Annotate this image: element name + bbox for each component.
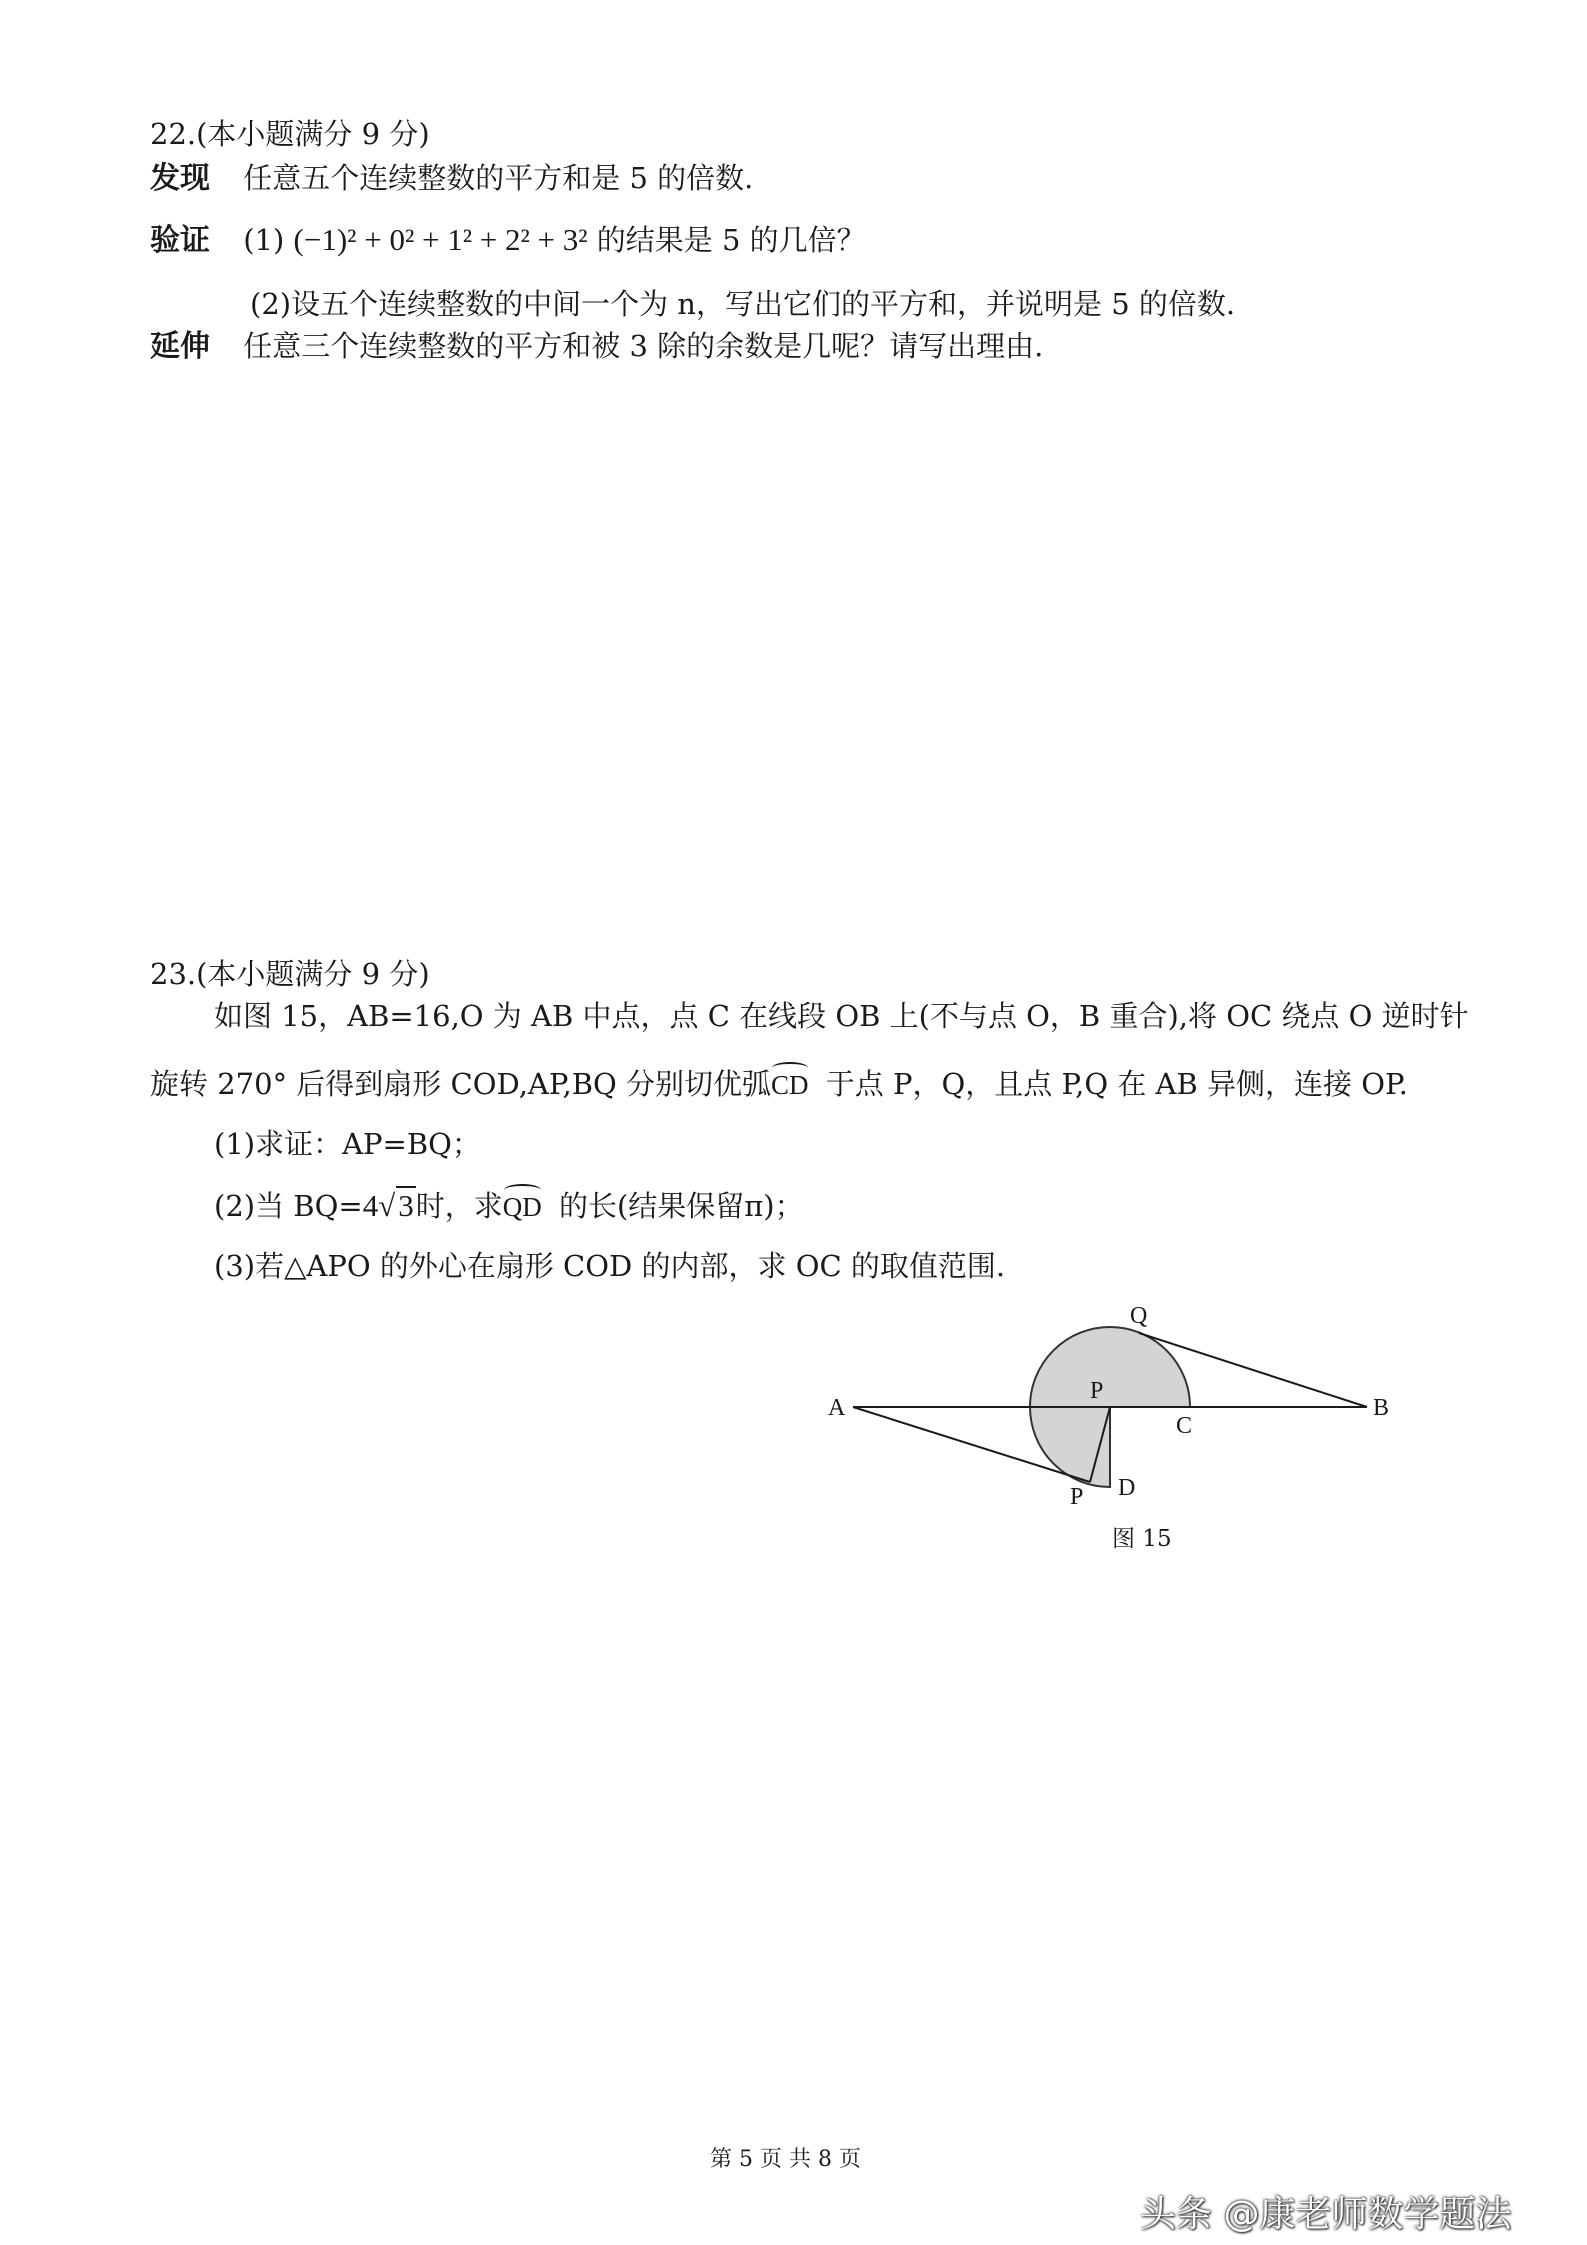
q22-verify-line — [150, 220, 866, 261]
discover-text: 任意五个连续整数的平方和是 5 的倍数. — [243, 161, 754, 195]
q23-part-2-a: (2)当 BQ= — [214, 1189, 363, 1223]
q23-para-2 — [150, 1064, 1408, 1105]
q22-extend-line — [150, 326, 1043, 367]
q23-part-3: (3)若△APO 的外心在扇形 COD 的内部，求 OC 的取值范围. — [214, 1249, 1006, 1283]
part-2-coef: 4 — [362, 1188, 379, 1223]
label-b: B — [1373, 1395, 1390, 1421]
page-info: 第 5 页 共 8 页 — [710, 2147, 861, 2172]
q22-header: 22.(本小题满分 9 分) — [150, 117, 430, 151]
watermark: 头条 @康老师数学题法 — [1140, 2194, 1512, 2235]
q23-part-2-b: 时，求 — [415, 1189, 503, 1223]
label-a: A — [828, 1395, 846, 1421]
figure-caption: 图 15 — [1112, 1526, 1172, 1552]
extend-tag: 延伸 — [150, 329, 210, 364]
label-p-bottom: P — [1070, 1484, 1084, 1510]
q23-para-1: 如图 15，AB=16,O 为 AB 中点，点 C 在线段 OB 上(不与点 O，B 重合),将 OC 绕点 O 逆时针 — [214, 999, 1469, 1033]
label-p-top: P — [1090, 1378, 1104, 1404]
verify-1-prefix: (1) — [243, 223, 285, 257]
discover-tag: 发现 — [150, 161, 210, 196]
part-2-radicand: 3 — [398, 1188, 414, 1223]
label-q: Q — [1130, 1303, 1148, 1329]
verify-tag: 验证 — [150, 223, 210, 258]
arc-qd: QD — [503, 1187, 542, 1227]
q23-header: 23.(本小题满分 9 分) — [150, 957, 430, 991]
q23-part-2: (2)当 BQ=4√3时，求QD 的长(结果保留π)； — [214, 1186, 804, 1227]
q23-part-2-c: 的长(结果保留π)； — [558, 1189, 804, 1223]
verify-1-expr: (−1)² + 0² + 1² + 2² + 3² — [293, 222, 588, 257]
q23-part-1: (1)求证：AP=BQ； — [214, 1127, 481, 1161]
label-d: D — [1118, 1475, 1136, 1501]
arc-cd: CD — [771, 1065, 809, 1105]
figure-15 — [820, 1290, 1400, 1570]
q23-para-2-a: 旋转 270° 后得到扇形 COD,AP,BQ 分别切优弧 — [150, 1067, 772, 1101]
verify-1-suffix: 的结果是 5 的几倍？ — [596, 223, 866, 257]
q22-discover-line — [150, 158, 753, 199]
q23-para-2-b: 于点 P，Q，且点 P,Q 在 AB 异侧，连接 OP. — [825, 1067, 1408, 1101]
verify-2: (2)设五个连续整数的中间一个为 n，写出它们的平方和，并说明是 5 的倍数. — [250, 287, 1236, 321]
extend-text: 任意三个连续整数的平方和被 3 除的余数是几呢？请写出理由. — [243, 329, 1044, 363]
label-c: C — [1176, 1413, 1193, 1439]
